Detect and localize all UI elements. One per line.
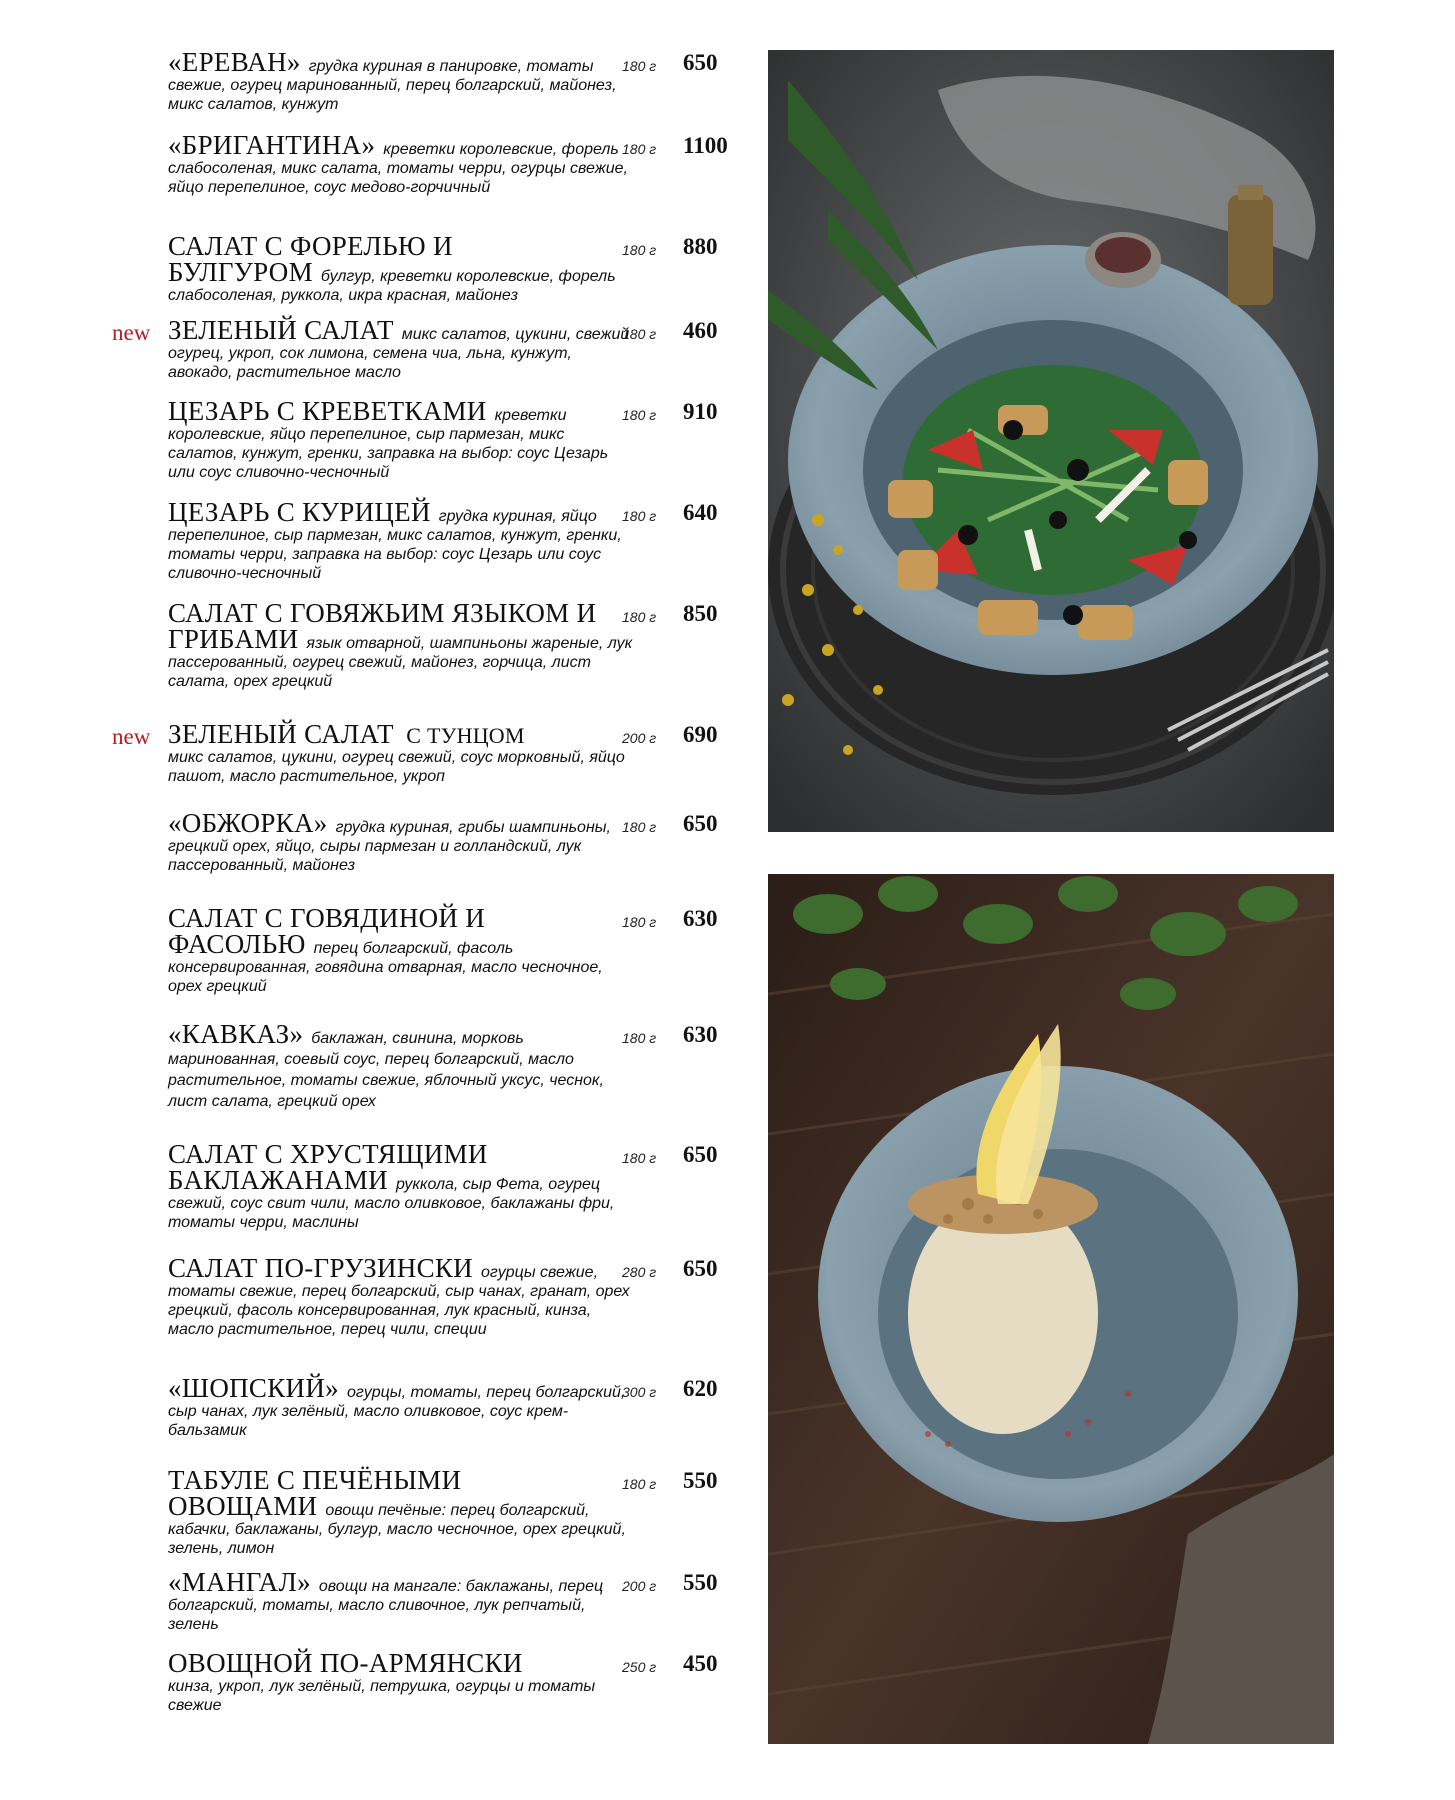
item-name: САЛАТ ПО-ГРУЗИНСКИ [168,1253,473,1283]
item-name: САЛАТ С ГОВЯЖЬИМ ЯЗЫКОМ И ГРИБАМИ [168,598,597,654]
item-name: «КАВКАЗ» [168,1019,304,1049]
item-description: огурцы свежие, томаты свежие, перец болгарский, сыр чанах, гранат, орех грецкий, фасоль консервированная, лук красный, кинза, масло растительное, перец чили, специи [168,1264,630,1338]
item-description: булгур, креветки королевские, форель слабосоленая, руккола, икра красная, майонез [168,268,616,304]
item-description: овощи печёные: перец болгарский, кабачки, баклажаны, булгур, масло чесночное, орех грецкий, зелень, лимон [168,1502,626,1557]
item-price: 650 [683,811,718,836]
item-price: 1100 [683,133,728,158]
item-name: «МАНГАЛ» [168,1567,311,1597]
item-weight: 180 г [622,508,657,524]
item-name: ЦЕЗАРЬ С КРЕВЕТКАМИ [168,396,487,426]
item-description: креветки королевские, форель слабосоленая, микс салата, томаты черри, огурцы свежие, яйцо перепелиное, соус медово-горчичный [168,141,628,196]
item-name: ЦЕЗАРЬ С КУРИЦЕЙ [168,497,431,527]
item-weight: 180 г [622,914,657,930]
item-price: 850 [683,601,718,626]
item-name: САЛАТ С ХРУСТЯЩИМИ БАКЛАЖАНАМИ [168,1139,488,1195]
item-description: креветки королевские, яйцо перепелиное, сыр пармезан, микс салатов, кунжут, гренки, заправка на выбор: соус Цезарь или соус сливочно-чесночный [168,407,609,481]
item-weight: 180 г [622,58,657,74]
item-weight: 200 г [622,1578,657,1594]
item-price: 910 [683,399,718,424]
item-price: 550 [683,1468,718,1493]
item-weight: 180 г [622,1030,657,1046]
item-description: язык отварной, шампиньоны жареные, лук пассерованный, огурец свежий, майонез, горчица, лист салата, орех грецкий [168,635,633,690]
item-description: кинза, укроп, лук зелёный, петрушка, огурцы и томаты свежие [168,1678,596,1714]
item-weight: 180 г [622,609,657,625]
layered-salad-photo [768,874,1334,1744]
item-name: САЛАТ С ФОРЕЛЬЮ И БУЛГУРОМ [168,231,453,287]
item-name: «ОБЖОРКА» [168,808,328,838]
caesar-salad-photo [768,50,1334,832]
item-name: ЗЕЛЕНЫЙ САЛАТ [168,719,394,749]
item-name: «БРИГАНТИНА» [168,130,376,160]
item-name-suffix: С ТУНЦОМ [406,723,525,748]
item-description: огурцы, томаты, перец болгарский, сыр чанах, лук зелёный, масло оливковое, соус крем-бальзамик [168,1384,626,1439]
item-name: ЗЕЛЕНЫЙ САЛАТ [168,315,394,345]
new-tag: new [112,320,151,345]
item-weight: 280 г [622,1264,657,1280]
item-weight: 250 г [622,1659,657,1675]
item-description: перец болгарский, фасоль консервированная, говядина отварная, масло чесночное, орех грецкий [168,940,603,995]
item-weight: 180 г [622,819,657,835]
item-description: грудка куриная, грибы шампиньоны, грецкий орех, яйцо, сыры пармезан и голландский, лук пассерованный, майонез [168,819,611,874]
item-name: САЛАТ С ГОВЯДИНОЙ И ФАСОЛЬЮ [168,903,486,959]
item-weight: 180 г [622,242,657,258]
item-price: 460 [683,318,718,343]
item-description: грудка куриная, яйцо перепелиное, сыр пармезан, микс салатов, кунжут, гренки, томаты черри, заправка на выбор: соус Цезарь или соус сливочно-чесночный [168,508,622,582]
item-weight: 180 г [622,141,657,157]
item-name: ОВОЩНОЙ ПО-АРМЯНСКИ [168,1648,523,1678]
item-weight: 300 г [622,1384,657,1400]
item-name: «ШОПСКИЙ» [168,1373,339,1403]
item-price: 630 [683,906,718,931]
item-price: 880 [683,234,718,259]
item-price: 690 [683,722,718,747]
item-weight: 180 г [622,407,657,423]
item-description: баклажан, свинина, морковь маринованная, соевый соус, перец болгарский, масло растительное, томаты свежие, яблочный уксус, чеснок, лист салата, грецкий орех [168,1030,604,1110]
item-price: 650 [683,1256,718,1281]
item-weight: 180 г [622,326,657,342]
item-description: руккола, сыр Фета, огурец свежий, соус свит чили, масло оливковое, баклажаны фри, томаты черри, маслины [168,1176,615,1231]
item-description: овощи на мангале: баклажаны, перец болгарский, томаты, масло сливочное, лук репчатый, зелень [168,1578,604,1633]
item-name: ТАБУЛЕ С ПЕЧЁНЫМИ ОВОЩАМИ [168,1465,462,1521]
new-tag: new [112,724,151,749]
item-description: микс салатов, цукини, свежий огурец, укроп, сок лимона, семена чиа, льна, кунжут, авокадо, растительное масло [168,326,630,381]
item-price: 630 [683,1022,718,1047]
item-weight: 180 г [622,1476,657,1492]
item-name: «ЕРЕВАН» [168,47,301,77]
item-price: 650 [683,50,718,75]
item-weight: 180 г [622,1150,657,1166]
item-price: 620 [683,1376,718,1401]
item-price: 640 [683,500,718,525]
item-description: микс салатов, цукини, огурец свежий, соус морковный, яйцо пашот, масло растительное, укроп [168,749,625,785]
item-price: 450 [683,1651,718,1676]
item-price: 550 [683,1570,718,1595]
item-price: 650 [683,1142,718,1167]
item-description: грудка куриная в панировке, томаты свежие, огурец маринованный, перец болгарский, майонез, микс салатов, кунжут [168,58,617,113]
item-weight: 200 г [622,730,657,746]
